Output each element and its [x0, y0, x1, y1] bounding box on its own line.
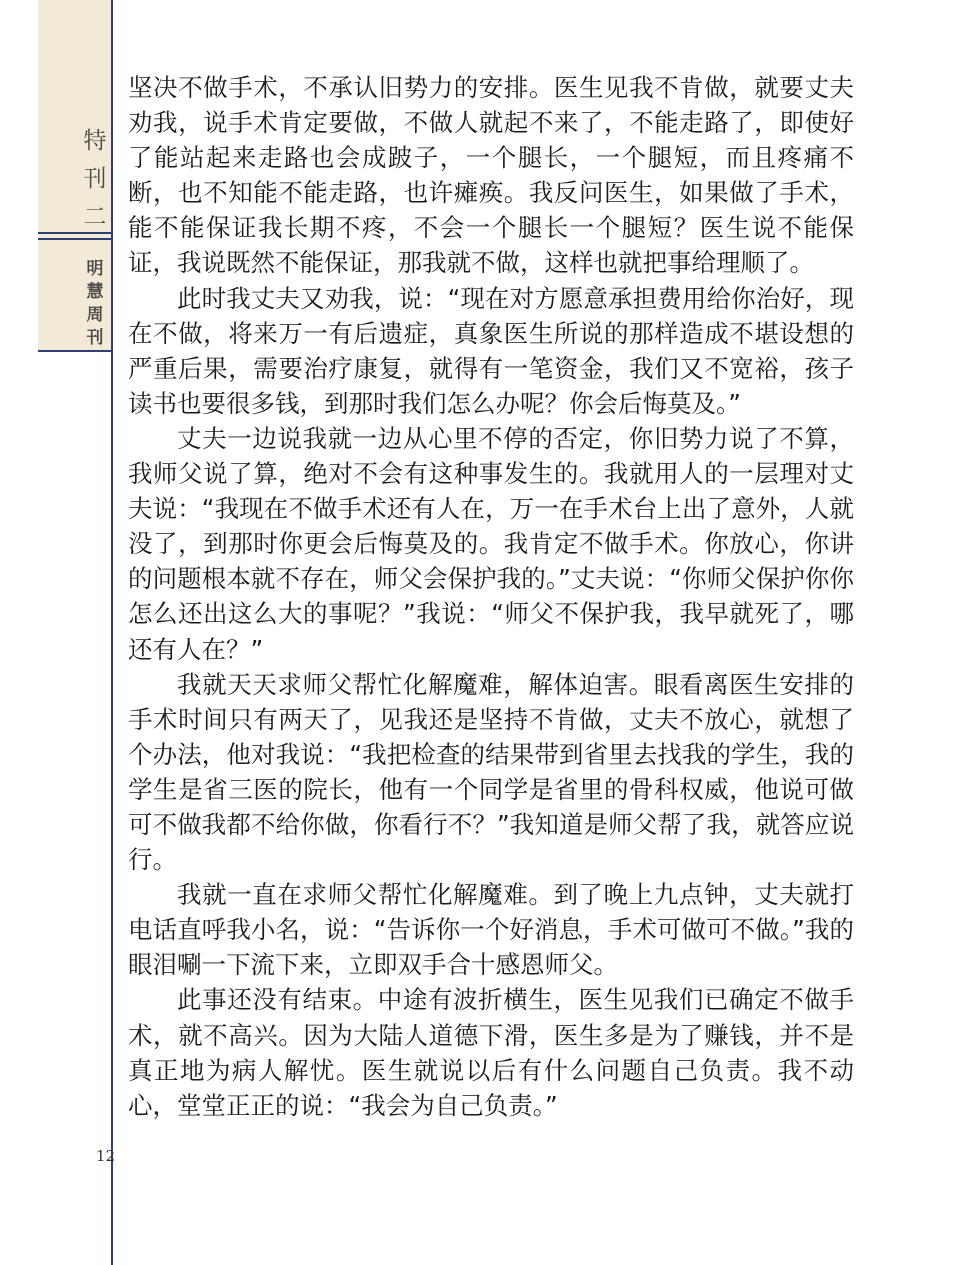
- tab-divider-bottom: [38, 238, 112, 240]
- special-issue-label: 特刊二: [83, 128, 107, 230]
- paragraph: 此事还没有结束。中途有波折横生，医生见我们已确定不做手术，就不高兴。因为大陆人道德下滑，医生多是为了赚钱，并不是真正地为病人解忧。医生就说以后有什么问题自己负责。我不动心，堂堂正正的说：“我会为自己负责。”: [128, 985, 854, 1120]
- paragraph: 我就天天求师父帮忙化解魔难，解体迫害。眼看离医生安排的手术时间只有两天了，见我还是坚持不肯做，丈夫不放心，就想了个办法，他对我说：“我把检查的结果带到省里去找我的学生，我的学生是省三医的院长，他有一个同学是省里的骨科权威，他说可做可不做我都不给你做，你看行不？”我知道是师父帮了我，就答应说行。: [128, 669, 854, 875]
- page-number: 12: [96, 1147, 116, 1165]
- article-body: [128, 70, 854, 1123]
- paragraph: 坚决不做手术，不承认旧势力的安排。医生见我不肯做，就要丈夫劝我，说手术肯定要做，不做人就起不来了，不能走路了，即使好了能站起来走路也会成跛子，一个腿长，一个腿短，而且疼痛不断，也不知能不能走路，也许瘫痪。我反问医生，如果做了手术，能不能保证我长期不疼，不会一个腿长一个腿短？医生说不能保证，我说既然不能保证，那我就不做，这样也就把事给理顺了。: [128, 73, 854, 278]
- magazine-name-label: 明慧周刊: [86, 259, 104, 348]
- margin-rule: [111, 0, 113, 1265]
- paragraph: 此时我丈夫又劝我，说：“现在对方愿意承担费用给你治好，现在不做，将来万一有后遗症，真象医生所说的那样造成不堪设想的严重后果，需要治疗康复，就得有一笔资金，我们又不宽裕，孩子读书也要很多钱，到那时我们怎么办呢？你会后悔莫及。”: [128, 283, 854, 418]
- paragraph: 我就一直在求师父帮忙化解魔难。到了晚上九点钟，丈夫就打电话直呼我小名，说：“告诉你一个好消息，手术可做可不做。”我的眼泪唰一下流下来，立即双手合十感恩师父。: [128, 880, 854, 980]
- paragraph: 丈夫一边说我就一边从心里不停的否定，你旧势力说了不算，我师父说了算，绝对不会有这种事发生的。我就用人的一层理对丈夫说：“我现在不做手术还有人在，万一在手术台上出了意外，人就没了，到那时你更会后悔莫及的。我肯定不做手术。你放心，你讲的问题根本就不存在，师父会保护我的。”丈夫说：“你师父保护你你怎么还出这么大的事呢？”我说：“师父不保护我，我早就死了，哪还有人在？”: [128, 423, 854, 664]
